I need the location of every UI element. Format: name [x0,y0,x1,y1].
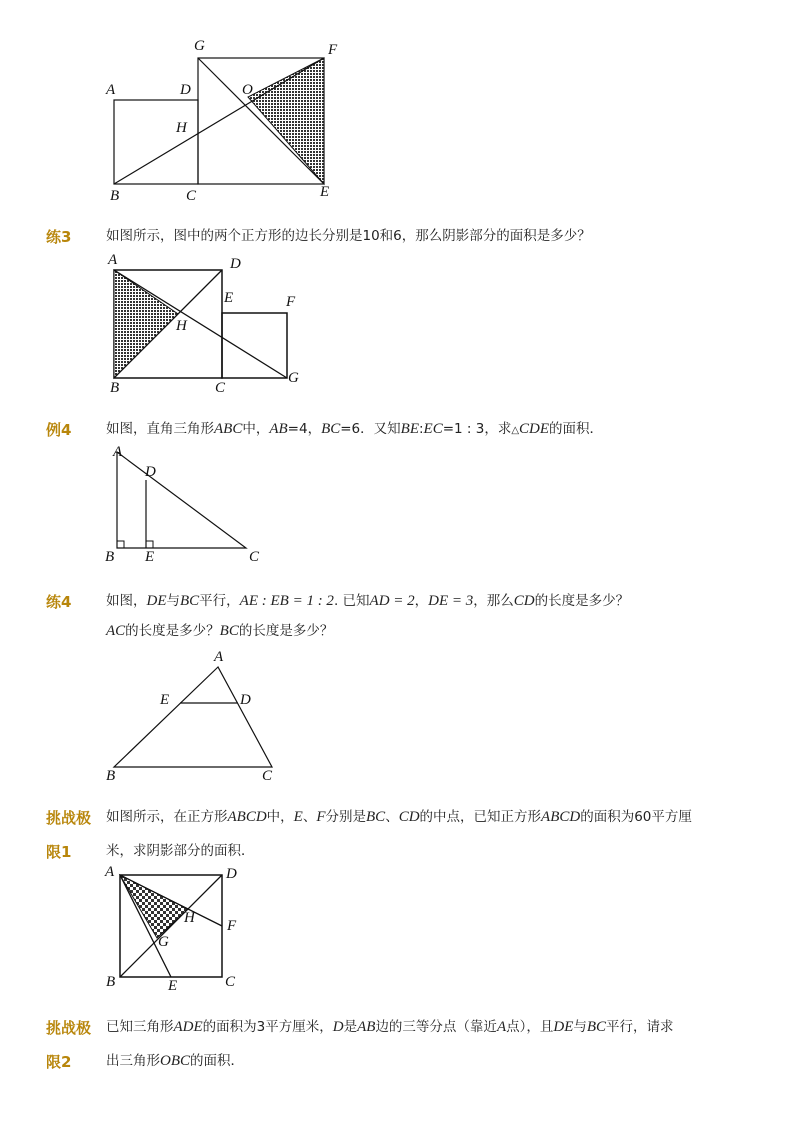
text-segment: 的面积． [549,421,604,437]
figure-lian3-squares [100,250,320,396]
problem-label-li4: 例4 [46,421,72,439]
text-segment: ，那么 [473,593,514,609]
figure-li4-right-triangle [100,440,280,565]
math-de: DE [146,593,167,609]
math-ratio: AE : EB = 1 : 2 [239,593,334,609]
math-be: BE [400,421,419,437]
text-segment: : [418,421,424,437]
text-segment: 点），且 [506,1019,554,1035]
math-de-value: DE = 3 [428,593,474,609]
math-bc: BC [321,421,341,437]
point-label-f: F [286,294,296,310]
math-de: DE [553,1019,574,1035]
text-segment: 的长度是多少？ [534,593,630,609]
text-segment: 的长度是多少？ [238,623,334,639]
point-label-h: H [184,910,195,926]
math-f: F [316,809,326,825]
text-segment: 中， [242,421,270,437]
small-square [114,100,198,184]
math-cde: CDE [519,421,550,437]
small-square [222,313,287,378]
triangle-abc [114,667,272,767]
point-label-o: O [242,82,253,98]
text-segment: 、 [302,809,317,825]
text-segment: =4， [287,421,322,437]
math-cd: CD [398,809,420,825]
text-segment: 、 [385,809,399,825]
math-ad: AD = 2 [369,593,415,609]
point-label-g: G [158,934,169,950]
text-segment: 的面积为3平方厘米， [202,1019,333,1035]
problem-text-tz2-line1 [106,1017,674,1037]
point-label-c: C [262,768,273,784]
text-segment: 已知三角形 [106,1019,174,1035]
math-ac: AC [106,623,126,639]
problem-text-li4 [106,419,603,441]
math-bc: BC [180,593,200,609]
point-label-d: D [180,82,191,98]
text-segment: 边的三等分点（靠近 [375,1019,497,1035]
point-label-a: A [214,649,224,665]
math-e: E [293,809,303,825]
problem-label-tz2-line2: 限2 [46,1053,72,1071]
problem-text-tz1-line1 [106,807,692,827]
triangle-symbol: △ [511,425,520,436]
math-obc: OBC [160,1053,190,1069]
math-a: A [496,1019,507,1035]
math-bc: BC [366,809,386,825]
triangle-abc [117,452,246,548]
right-angle-mark-e [146,541,153,548]
point-label-d: D [240,692,251,708]
figure-lian4-triangle [100,645,285,785]
point-label-e: E [320,184,330,200]
problem-label-tz2-line1: 挑战极 [46,1019,92,1037]
point-label-g: G [194,38,205,54]
point-label-e: E [168,978,178,994]
point-label-g: G [288,370,299,386]
text-segment: 的中点，已知正方形 [419,809,542,825]
point-label-a: A [106,82,116,98]
text-segment: 分别是 [325,809,367,825]
problem-text-tz1-line2: 米，求阴影部分的面积． [106,843,255,859]
math-bc: BC [586,1019,607,1035]
text-segment: 如图，直角三角形 [106,421,214,437]
text-segment: 如图所示，在正方形 [106,809,228,825]
math-abc: ABC [214,421,243,437]
text-segment: ， [414,593,429,609]
problem-text-lian3: 如图所示，图中的两个正方形的边长分别是10和6，那么阴影部分的面积是多少？ [106,228,591,244]
problem-label-lian3: 练3 [46,228,72,246]
text-segment: . 已知 [333,593,370,609]
text-segment: 出三角形 [106,1053,160,1069]
math-ab: AB [357,1019,376,1035]
text-segment: 与 [573,1019,587,1035]
math-abcd: ABCD [541,809,581,825]
point-label-b: B [110,188,120,204]
point-label-h: H [176,120,187,136]
math-d: D [332,1019,344,1035]
shaded-triangle-agh [120,875,188,938]
point-label-e: E [224,290,234,306]
point-label-e: E [160,692,170,708]
problem-label-lian4: 练4 [46,593,72,611]
point-label-d: D [226,866,237,882]
point-label-h: H [176,318,187,334]
problem-text-lian4-line2 [106,621,333,641]
figure-1-squares [100,34,360,206]
point-label-a: A [105,864,115,880]
problem-label-tz1-line2: 限1 [46,843,72,861]
figure-tz1-square [100,860,250,995]
point-label-d: D [230,256,241,272]
text-segment: 平行， [199,593,240,609]
point-label-f: F [227,918,237,934]
text-segment: 的长度是多少？ [125,623,220,639]
point-label-c: C [215,380,226,396]
point-label-b: B [106,974,116,990]
point-label-f: F [328,42,338,58]
text-segment: 是 [343,1019,358,1035]
point-label-c: C [249,549,260,565]
text-segment: 如图， [106,593,147,609]
text-segment: 中， [266,809,294,825]
right-angle-mark-b [117,541,124,548]
text-segment: 平行，请求 [606,1019,674,1035]
point-label-c: C [186,188,197,204]
shaded-triangle [248,58,324,184]
text-segment: ，求 [484,421,512,437]
math-bc: BC [219,623,239,639]
point-label-e: E [145,549,155,565]
problem-label-tz1-line1: 挑战极 [46,809,92,827]
point-label-b: B [106,768,116,784]
point-label-b: B [110,380,120,396]
math-cd: CD [513,593,535,609]
point-label-a: A [108,252,118,268]
problem-text-lian4-line1 [106,591,629,611]
math-abcd: ABCD [227,809,267,825]
text-segment: =6．又知 [340,421,401,437]
math-ratio: =1 : 3 [442,421,485,437]
text-segment: 与 [166,593,180,609]
point-label-a: A [113,444,123,460]
point-label-b: B [105,549,115,565]
math-ec: EC [423,421,443,437]
math-ab: AB [269,421,288,437]
point-label-d: D [145,464,156,480]
point-label-c: C [225,974,236,990]
text-segment: 的面积为60平方厘 [580,809,692,825]
problem-text-tz2-line2 [106,1051,244,1071]
text-segment: 的面积． [190,1053,244,1069]
math-ade: ADE [173,1019,203,1035]
